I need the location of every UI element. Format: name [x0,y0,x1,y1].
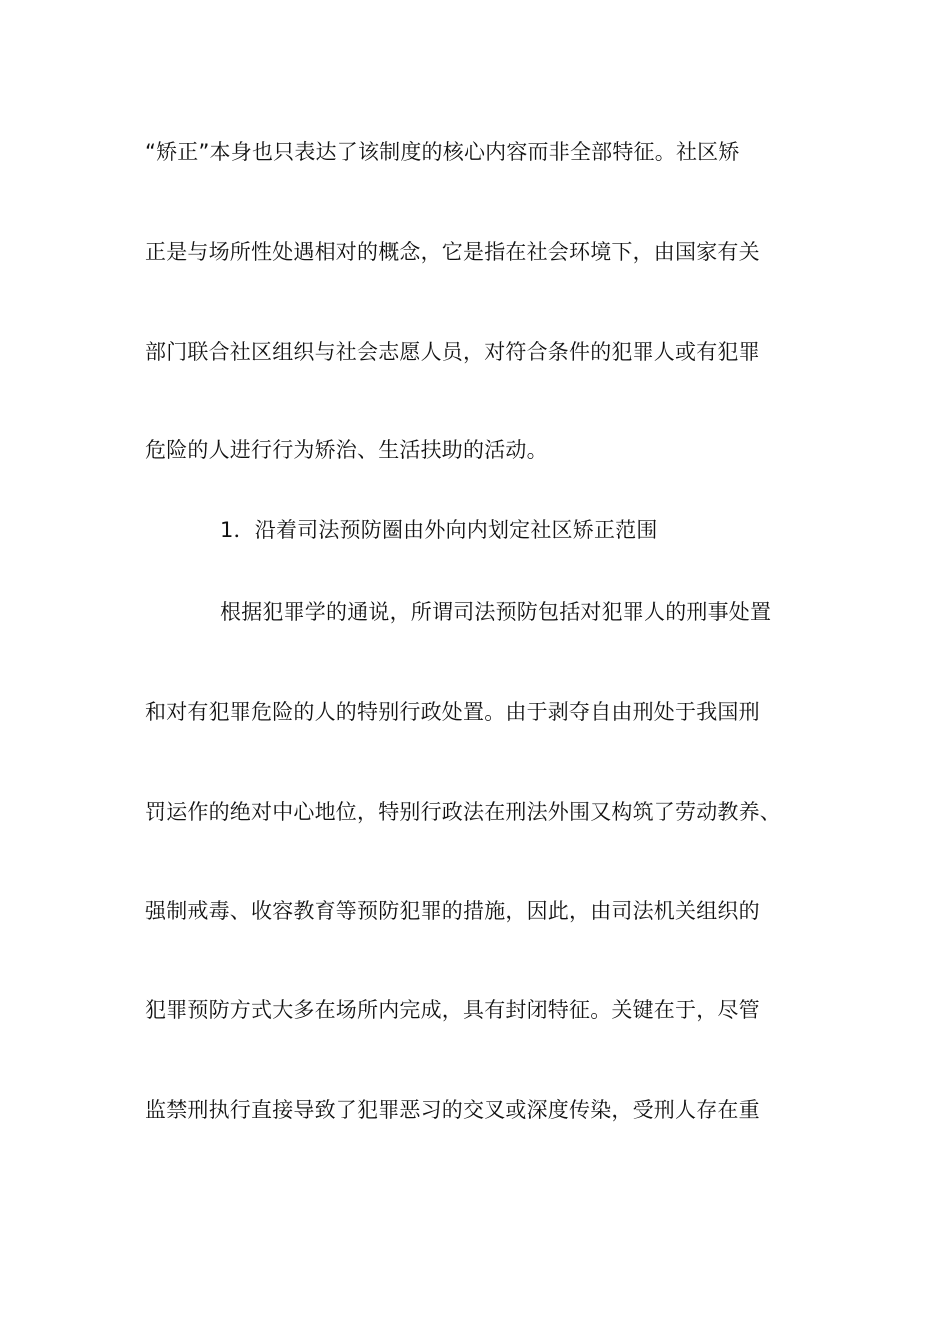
paragraph-line: 强制戒毒、收容教育等预防犯罪的措施，因此，由司法机关组织的 [145,899,760,923]
paragraph-line: 根据犯罪学的通说，所谓司法预防包括对犯罪人的刑事处置 [220,600,772,624]
paragraph-line: 犯罪预防方式大多在场所内完成，具有封闭特征。关键在于，尽管 [145,998,760,1022]
paragraph-line: 危险的人进行行为矫治、生活扶助的活动。 [145,438,548,462]
section-heading: 1．沿着司法预防圈由外向内划定社区矫正范围 [220,518,658,542]
paragraph-line: 和对有犯罪危险的人的特别行政处置。由于剥夺自由刑处于我国刑 [145,700,760,724]
paragraph-line: 罚运作的绝对中心地位，特别行政法在刑法外围又构筑了劳动教养、 [145,800,781,824]
paragraph-line: 部门联合社区组织与社会志愿人员，对符合条件的犯罪人或有犯罪 [145,340,760,364]
paragraph-line: 监禁刑执行直接导致了犯罪恶习的交叉或深度传染，受刑人存在重 [145,1098,760,1122]
paragraph-line: 正是与场所性处遇相对的概念，它是指在社会环境下，由国家有关 [145,240,760,264]
paragraph-line: “矫正”本身也只表达了该制度的核心内容而非全部特征。社区矫 [145,140,740,164]
